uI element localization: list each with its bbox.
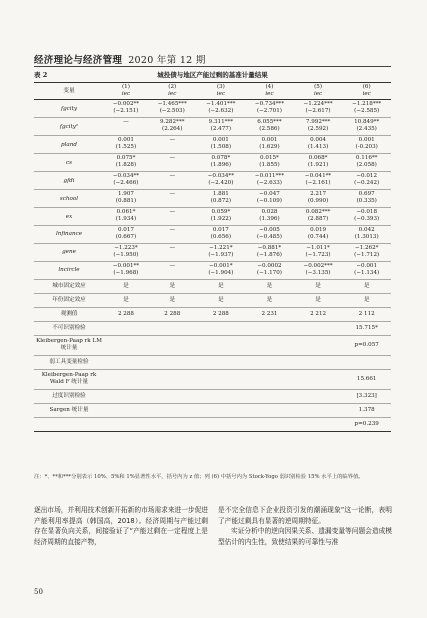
dependent-variable: iec (245, 91, 294, 99)
coefficient-value: 0.075* (116, 155, 136, 162)
variable-name: gfdi (34, 171, 104, 189)
test-label: 弱工具变量检验 (34, 355, 104, 369)
empty-cell (104, 321, 148, 335)
coefficient-value: — (169, 191, 176, 198)
coefficient-value: 0.697 (358, 191, 375, 198)
test-value: [3.323] (342, 389, 391, 403)
empty-cell (148, 403, 197, 417)
test-row (34, 321, 391, 335)
test-label: Kleibergen-Paap rk LM 统计量 (34, 335, 104, 355)
z-value: (−3.135) (294, 270, 343, 279)
dependent-variable: iec (148, 91, 197, 99)
coefficient-value: 0.004 (310, 137, 327, 144)
z-value: (−2.632) (197, 108, 246, 117)
z-value (104, 126, 148, 135)
z-value (148, 270, 197, 279)
coefficient-value: −0.001* (209, 263, 233, 270)
column-number: (3) (197, 83, 246, 91)
coefficient-value: −0.011*** (254, 173, 284, 180)
coefficient-value: −0.002** (112, 101, 140, 108)
z-value: (−1.937) (197, 252, 246, 261)
column-number: (1) (104, 83, 148, 91)
empty-cell (294, 417, 343, 431)
summary-value: 2 212 (294, 307, 343, 321)
empty-cell (245, 417, 294, 431)
empty-cell (294, 403, 343, 417)
coefficient-value: 7.992*** (305, 119, 331, 126)
coefficient-value: 0.078* (211, 155, 231, 162)
empty-cell (294, 369, 343, 389)
table-title: 城投债与地区产能过剩的基准计量结果 (157, 71, 268, 79)
coefficient-value: −1.262* (354, 245, 379, 252)
z-value: (−1.134) (342, 270, 391, 279)
summary-value: 2 231 (245, 307, 294, 321)
coefficient-value: −0.0002 (257, 263, 282, 270)
empty-cell (197, 417, 246, 431)
table-note: 注：*、**和***分别表示 10%、5%和 1%显著性水平，括号内为 z 值；列 (6) 中括号内为 Stock-Yogo 弱识别检验 15% 水平上的临界值。 (34, 474, 364, 480)
coefficient-value: 0.001 (358, 137, 375, 144)
coefficient-value: 0.017 (117, 227, 134, 234)
test-row (34, 369, 391, 389)
test-label: Sargen 统计量 (34, 403, 104, 417)
test-label (34, 417, 104, 431)
summary-row (34, 279, 391, 293)
coefficient-row (34, 261, 391, 270)
column-number: (4) (245, 83, 294, 91)
empty-cell (197, 321, 246, 335)
body-column-right (218, 505, 392, 548)
test-row (34, 403, 391, 417)
empty-cell (148, 417, 197, 431)
summary-value: 是 (294, 279, 343, 293)
z-value: (−1.876) (245, 252, 294, 261)
summary-value: 2 112 (342, 307, 391, 321)
z-value (148, 198, 197, 207)
z-value: (−2.617) (294, 108, 343, 117)
z-value: (1.921) (294, 162, 343, 171)
z-value: (−1.968) (104, 270, 148, 279)
coefficient-row (34, 225, 391, 234)
z-value: (0.656) (197, 234, 246, 243)
variable-name: pland (34, 135, 104, 153)
variable-name: school (34, 189, 104, 207)
z-value: (−2.420) (197, 180, 246, 189)
table-number: 表 2 (34, 71, 48, 79)
journal-name: 经济理论与经济管理 (34, 55, 123, 66)
coefficient-value: — (169, 209, 176, 216)
summary-value: 2 288 (104, 307, 148, 321)
body-text-segment: 实证分析中的逆向因果关系、遗漏变量等问题会造成模型估计的内生性，致使结果的可靠性与准 (218, 527, 392, 547)
empty-cell (197, 335, 246, 355)
coefficient-value: — (169, 155, 176, 162)
coefficient-value: −1.401*** (206, 101, 236, 108)
empty-cell (104, 417, 148, 431)
test-value: 15.661 (342, 369, 391, 389)
empty-cell (197, 369, 246, 389)
variable-header: 变量 (34, 83, 104, 100)
coefficient-value: −0.034** (207, 173, 234, 180)
z-value: (2.264) (148, 126, 197, 135)
coefficient-value: 9.311*** (208, 119, 234, 126)
variable-name: fgcity (34, 99, 104, 117)
coefficient-value: — (169, 263, 176, 270)
body-column-left (34, 505, 208, 548)
test-row (34, 389, 391, 403)
empty-cell (245, 355, 294, 369)
z-value (148, 144, 197, 153)
summary-value: 是 (148, 293, 197, 307)
empty-cell (294, 355, 343, 369)
coefficient-value: −1.224*** (303, 101, 333, 108)
coefficient-value: — (123, 119, 129, 126)
summary-label: 年份固定效应 (34, 293, 104, 307)
coefficient-value: 2.217 (310, 191, 327, 198)
coefficient-value: 0.061* (116, 209, 136, 216)
empty-cell (294, 321, 343, 335)
test-value (342, 355, 391, 369)
empty-cell (245, 389, 294, 403)
column-number: (2) (148, 83, 197, 91)
test-value: 1.378 (342, 403, 391, 417)
test-label: 过度识别检验 (34, 389, 104, 403)
z-value: (1.896) (197, 162, 246, 171)
z-value: (0.667) (104, 234, 148, 243)
z-value: (1.855) (245, 162, 294, 171)
z-value: (−2.503) (148, 108, 197, 117)
z-value (148, 234, 197, 243)
coefficient-value: −0.001 (356, 263, 378, 270)
dependent-variable: iec (342, 91, 391, 99)
z-value: (1.922) (197, 216, 246, 225)
z-value: (1.934) (104, 216, 148, 225)
coefficient-value: −1.465*** (157, 101, 187, 108)
z-value: (−0.393) (342, 216, 391, 225)
test-row (34, 335, 391, 355)
summary-value: 是 (104, 293, 148, 307)
test-value: 15.715* (342, 321, 391, 335)
empty-cell (245, 335, 294, 355)
coefficient-value: 10.849** (354, 119, 380, 126)
empty-cell (245, 369, 294, 389)
coefficient-value: — (169, 137, 176, 144)
coefficient-value: 6.055*** (257, 119, 282, 126)
z-value: (0.744) (294, 234, 343, 243)
z-value: (1.413) (294, 144, 343, 153)
coefficient-value: 0.116** (355, 155, 378, 162)
coefficient-value: 0.028 (261, 209, 278, 216)
summary-value: 2 288 (148, 307, 197, 321)
variable-name: lnfinance (34, 225, 104, 243)
summary-value: 是 (197, 279, 246, 293)
z-value: (−2.633) (245, 180, 294, 189)
header-rule (34, 66, 391, 67)
coefficient-value: 1.907 (117, 191, 134, 198)
test-row (34, 355, 391, 369)
empty-cell (148, 335, 197, 355)
coefficient-value: −1.218*** (352, 101, 382, 108)
empty-cell (294, 335, 343, 355)
z-value: (2.477) (197, 126, 246, 135)
z-value: (0.881) (104, 198, 148, 207)
dependent-variable: iec (104, 91, 148, 99)
z-value: (−1.712) (342, 252, 391, 261)
coefficient-value: 0.001 (212, 137, 229, 144)
z-value (148, 180, 197, 189)
coefficient-value: −0.734*** (254, 101, 284, 108)
coefficient-row (34, 189, 391, 198)
summary-value: 是 (245, 279, 294, 293)
coefficient-value: −1.223* (114, 245, 138, 252)
page-number: 50 (34, 588, 43, 596)
z-value: (−2.585) (342, 108, 391, 117)
coefficient-value: 0.059* (211, 209, 231, 216)
coefficient-row (34, 153, 391, 162)
empty-cell (197, 389, 246, 403)
test-label: 不可识别检验 (34, 321, 104, 335)
summary-label: 城市固定效应 (34, 279, 104, 293)
summary-value: 是 (245, 293, 294, 307)
body-text-segment: 是不完全信息下企业投资引发的潮涌现象”这一论断，表明了产能过剩具有显著的逆周期特征。 (218, 506, 392, 525)
summary-value: 是 (197, 293, 246, 307)
coefficient-value: 0.015* (260, 155, 279, 162)
coefficient-value: 0.068* (308, 155, 328, 162)
summary-row (34, 307, 391, 321)
coefficient-value: −0.002*** (303, 263, 333, 270)
empty-cell (104, 403, 148, 417)
z-value: (−0.109) (245, 198, 294, 207)
z-value: (2.887) (294, 216, 343, 225)
z-value: (−1.950) (104, 252, 148, 261)
z-value: (2.058) (342, 162, 391, 171)
z-value: (−2.466) (104, 180, 148, 189)
coefficient-value: 0.001 (261, 137, 278, 144)
body-paragraph-left: 逐出市场，并利用技术创新开拓新的市场需求来进一步促进产能利用率提高（韩国高，2018）。经济周期与产能过剩存在显著负向关系，间接验证了“产能过剩在一定程度上是经济周期的直接产物， (34, 506, 208, 547)
z-value: (−1.723) (294, 252, 343, 261)
coefficient-value: 0.082*** (305, 209, 331, 216)
empty-cell (104, 389, 148, 403)
test-label: Kleibergen-Paap rk Wald F 统计量 (34, 369, 104, 389)
variable-name: gene (34, 243, 104, 261)
z-value: (−1.904) (197, 270, 246, 279)
z-value (148, 252, 197, 261)
coefficient-value: −0.034** (112, 173, 140, 180)
z-value: (−0.242) (342, 180, 391, 189)
coefficient-row (34, 243, 391, 252)
coefficient-value: 0.017 (212, 227, 229, 234)
coefficient-value: −0.881* (257, 245, 282, 252)
variable-name: ex (34, 207, 104, 225)
empty-cell (148, 321, 197, 335)
empty-cell (245, 321, 294, 335)
empty-cell (148, 369, 197, 389)
variable-name: cs (34, 153, 104, 171)
test-row (34, 417, 391, 431)
coefficient-value: −0.047 (259, 191, 280, 198)
variable-name: lncircle (34, 261, 104, 279)
z-value: (0.872) (197, 198, 246, 207)
variable-name: fgcity² (34, 117, 104, 135)
coefficient-value: −0.005 (259, 227, 280, 234)
dependent-variable: iec (294, 91, 343, 99)
z-value (148, 216, 197, 225)
z-value: (1.396) (245, 216, 294, 225)
column-number: (6) (342, 83, 391, 91)
dependent-variable: iec (197, 91, 246, 99)
summary-value: 2 288 (197, 307, 246, 321)
coefficient-row (34, 171, 391, 180)
column-number: (5) (294, 83, 343, 91)
summary-row (34, 293, 391, 307)
summary-label: 观测值 (34, 307, 104, 321)
z-value: (1.508) (197, 144, 246, 153)
coefficient-value: — (169, 227, 176, 234)
z-value: (1.525) (104, 144, 148, 153)
z-value: (2.435) (342, 126, 391, 135)
summary-value: 是 (104, 279, 148, 293)
empty-cell (294, 389, 343, 403)
empty-cell (104, 369, 148, 389)
empty-cell (197, 355, 246, 369)
z-value: (0.335) (342, 198, 391, 207)
z-value: (2.592) (294, 126, 343, 135)
z-value: (−2.161) (294, 180, 343, 189)
z-value: (0.990) (294, 198, 343, 207)
body-paragraph-right (218, 505, 392, 548)
z-value: (1.629) (245, 144, 294, 153)
summary-value: 是 (342, 293, 391, 307)
coefficient-value: −1.221* (209, 245, 233, 252)
journal-header (34, 52, 206, 66)
z-value: (−2.151) (104, 108, 148, 117)
coefficient-value: 1.881 (212, 191, 229, 198)
empty-cell (245, 403, 294, 417)
coefficient-value: 0.042 (358, 227, 375, 234)
z-value: (1.3013) (342, 234, 391, 243)
empty-cell (148, 355, 197, 369)
regression-table (34, 82, 391, 432)
coefficient-value: −0.012 (356, 173, 378, 180)
z-value: (−0.485) (245, 234, 294, 243)
z-value: (-0.203) (342, 144, 391, 153)
coefficient-value: — (169, 173, 176, 180)
z-value (148, 162, 197, 171)
empty-cell (148, 389, 197, 403)
test-value: p=0.057 (342, 335, 391, 355)
z-value: (2.586) (245, 126, 294, 135)
summary-value: 是 (294, 293, 343, 307)
summary-value: 是 (342, 279, 391, 293)
coefficient-value: 0.019 (310, 227, 327, 234)
journal-issue: 2020 年第 12 期 (128, 55, 206, 66)
empty-cell (104, 335, 148, 355)
coefficient-value: — (169, 245, 176, 252)
coefficient-value: −0.018 (356, 209, 378, 216)
table-header-row (34, 83, 391, 91)
coefficient-value: 0.001 (117, 137, 134, 144)
summary-value: 是 (148, 279, 197, 293)
coefficient-value: −0.041** (304, 173, 332, 180)
test-value: p=0.239 (342, 417, 391, 431)
coefficient-value: 9.282*** (160, 119, 185, 126)
coefficient-value: −0.001** (112, 263, 140, 270)
coefficient-row (34, 207, 391, 216)
table-caption (34, 70, 391, 79)
coefficient-value: −1.011* (306, 245, 330, 252)
z-value: (−2.701) (245, 108, 294, 117)
empty-cell (104, 355, 148, 369)
z-value: (−1.170) (245, 270, 294, 279)
z-value: (1.828) (104, 162, 148, 171)
empty-cell (197, 403, 246, 417)
